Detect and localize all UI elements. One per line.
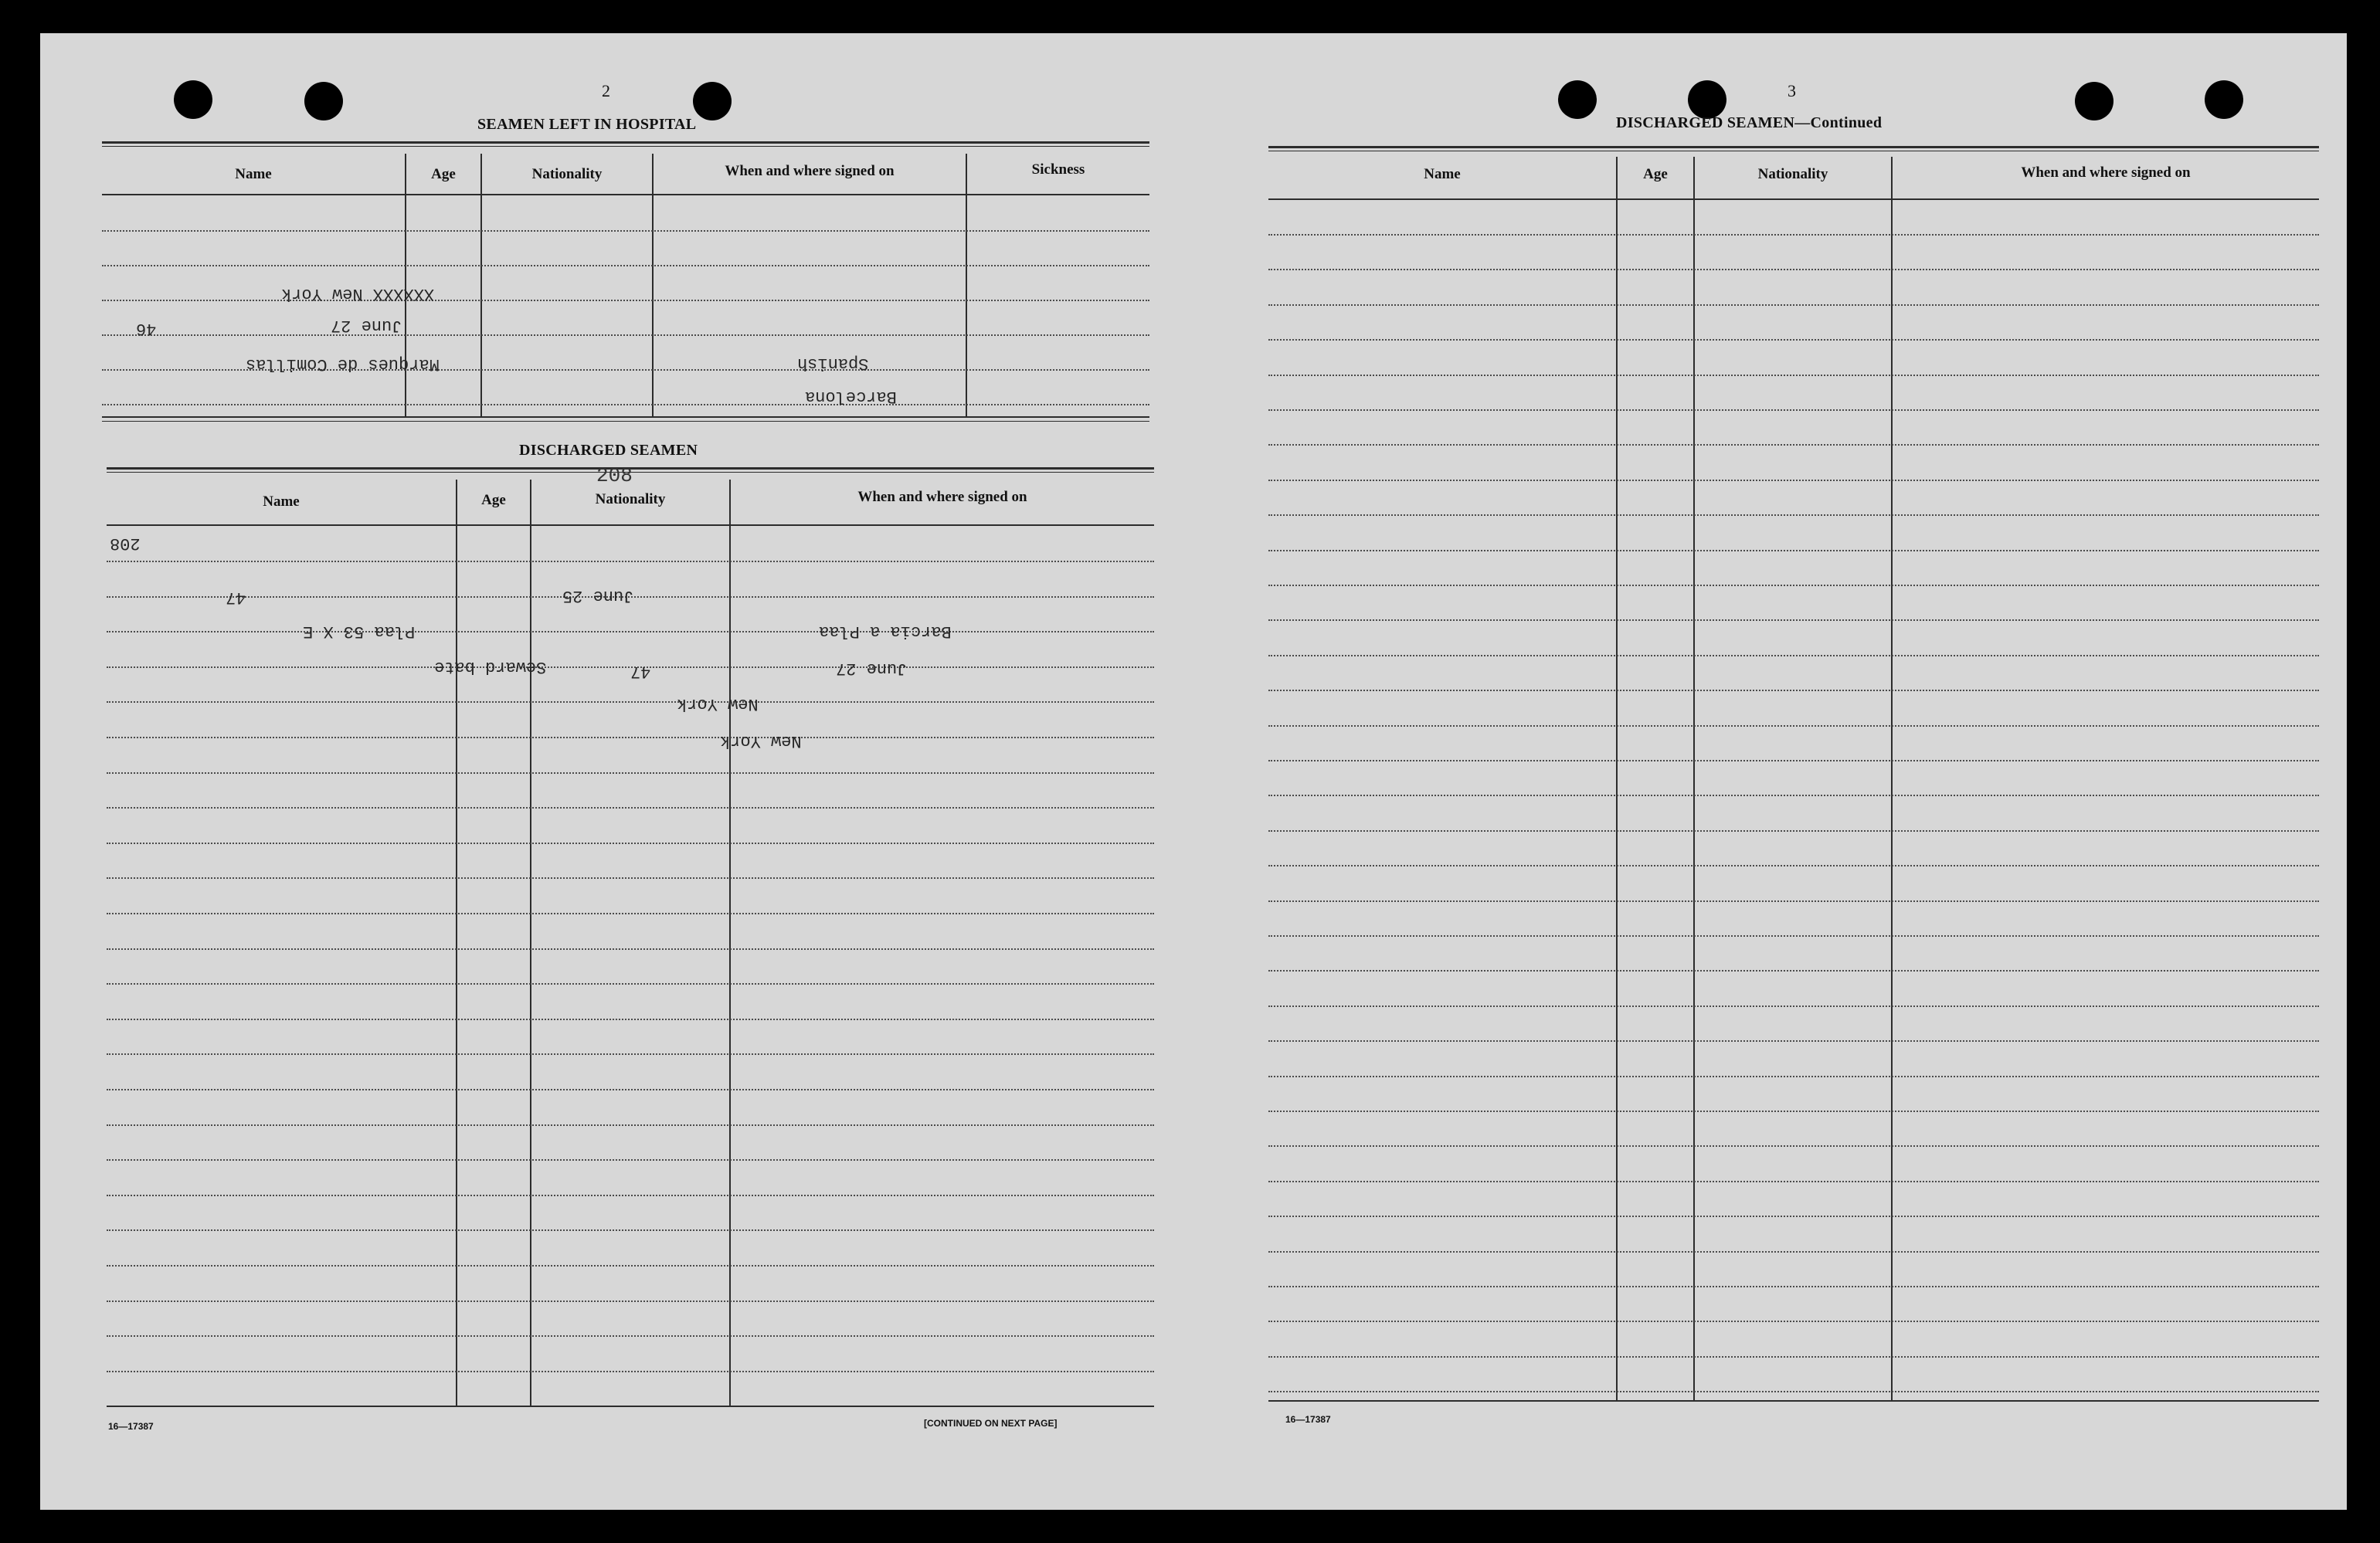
ruled-line [1268, 900, 2319, 902]
ruled-line [1268, 865, 2319, 866]
punch-hole [304, 82, 343, 120]
right-title-main: DISCHARGED SEAMEN [1616, 114, 1795, 131]
discharged-entry-date: June 25 [562, 586, 634, 605]
right-header-name: Name [1424, 166, 1461, 182]
page-number-left: 2 [602, 81, 610, 100]
punch-hole [1688, 80, 1726, 119]
ruled-line [107, 1089, 1154, 1090]
ruled-line [1268, 480, 2319, 481]
form-sheet [40, 33, 2347, 1510]
ruled-line [107, 1159, 1154, 1161]
ruled-line [102, 404, 1149, 405]
ruled-line [1268, 655, 2319, 656]
ruled-line [1268, 375, 2319, 376]
right-header-age: Age [1643, 166, 1668, 182]
ruled-line [102, 300, 1149, 301]
ruled-line [1268, 1286, 2319, 1287]
ruled-line [107, 913, 1154, 914]
register-stamp: 208 [596, 464, 633, 487]
ruled-line [1268, 970, 2319, 972]
hospital-entry-age: 46 [136, 319, 157, 338]
ruled-line [102, 230, 1149, 232]
ruled-line [102, 334, 1149, 336]
discharged-entry-port-2: New York [720, 731, 802, 751]
ruled-line [1268, 514, 2319, 516]
continued-note: [CONTINUED ON NEXT PAGE] [924, 1418, 1058, 1429]
ruled-line [1268, 1040, 2319, 1042]
ruled-line [107, 1265, 1154, 1267]
hospital-header-signed-on: When and where signed on [725, 163, 895, 179]
ruled-line [1268, 1111, 2319, 1112]
discharged-entry-age: 47 [226, 588, 246, 607]
ruled-line [1268, 1145, 2319, 1147]
ruled-line [1268, 1005, 2319, 1007]
discharged-entry-vessel: Barcia a Plaa [819, 622, 952, 641]
hospital-header-name: Name [235, 166, 272, 182]
ruled-line [107, 1335, 1154, 1337]
ruled-line [107, 1124, 1154, 1126]
hospital-section-title: SEAMEN LEFT IN HOSPITAL [477, 116, 697, 133]
ruled-line [1268, 690, 2319, 691]
punch-hole [2205, 80, 2243, 119]
ruled-line [102, 265, 1149, 266]
right-section-title [1616, 114, 1882, 132]
right-title-suffix: —Continued [1794, 114, 1883, 131]
hospital-entry-nationality: Spanish [797, 354, 869, 373]
ruled-line [107, 631, 1154, 632]
page-number-right: 3 [1788, 81, 1796, 100]
ruled-line [1268, 339, 2319, 341]
discharged-header-nationality: Nationality [595, 491, 666, 507]
ruled-line [107, 772, 1154, 774]
ruled-line [1268, 935, 2319, 937]
right-header-nationality: Nationality [1757, 166, 1828, 182]
punch-hole [2075, 82, 2113, 120]
punch-hole [1558, 80, 1597, 119]
ruled-line [1268, 550, 2319, 551]
ruled-line [1268, 269, 2319, 270]
ruled-line [1268, 1076, 2319, 1077]
form-number-right: 16—17387 [1285, 1414, 1331, 1425]
ruled-line [1268, 444, 2319, 446]
ruled-line [107, 701, 1154, 703]
discharged-entry-port: New York [677, 694, 759, 714]
ruled-line [1268, 304, 2319, 306]
ruled-line [1268, 234, 2319, 236]
ruled-line [1268, 830, 2319, 832]
hospital-entry-vessel: Marques de Comillas [246, 354, 440, 374]
discharged-header-name: Name [263, 493, 300, 510]
ruled-line [107, 983, 1154, 985]
ruled-line [107, 807, 1154, 809]
punch-hole [693, 82, 732, 120]
ruled-line [107, 1371, 1154, 1372]
ruled-line [1268, 795, 2319, 796]
ruled-line [1268, 619, 2319, 621]
ruled-line [1268, 409, 2319, 411]
ruled-line [1268, 585, 2319, 586]
ruled-line [107, 737, 1154, 738]
discharged-entry-age-2: 47 [630, 662, 651, 681]
ruled-line [107, 1053, 1154, 1055]
discharged-section-title: DISCHARGED SEAMEN [519, 442, 698, 459]
hospital-entry-date: June 27 [331, 316, 402, 335]
discharged-header-age: Age [481, 492, 506, 508]
hospital-header-nationality: Nationality [531, 166, 603, 182]
ruled-line [1268, 1356, 2319, 1358]
hospital-entry-city: Barcelona [805, 387, 897, 406]
ruled-line [107, 1195, 1154, 1196]
hospital-top-rule [102, 141, 1149, 144]
ruled-line [1268, 1321, 2319, 1322]
hospital-header-sickness: Sickness [1031, 161, 1085, 178]
discharged-entry-number: 208 [110, 534, 141, 553]
ruled-line [1268, 1251, 2319, 1253]
ruled-line [107, 561, 1154, 562]
ruled-line [1268, 1391, 2319, 1392]
punch-hole [174, 80, 212, 119]
discharged-entry-name: Plaa 53 X E [303, 622, 416, 641]
ruled-line [1268, 760, 2319, 761]
ruled-line [107, 877, 1154, 879]
discharged-entry-date-2: June 27 [836, 659, 908, 678]
ruled-line [107, 1229, 1154, 1231]
discharged-header-signed-on: When and where signed on [857, 489, 1027, 505]
right-header-signed-on: When and where signed on [2021, 164, 2191, 181]
hospital-header-age: Age [431, 166, 456, 182]
ruled-line [1268, 1216, 2319, 1217]
hospital-entry-port: XXXXXX New York [281, 284, 435, 304]
ruled-line [107, 948, 1154, 950]
ruled-line [107, 1019, 1154, 1020]
form-number-left: 16—17387 [108, 1421, 154, 1432]
ruled-line [1268, 725, 2319, 727]
ruled-line [107, 843, 1154, 844]
ruled-line [107, 1301, 1154, 1302]
ruled-line [1268, 1181, 2319, 1182]
discharged-entry-name-2: Seward bate [434, 657, 547, 677]
